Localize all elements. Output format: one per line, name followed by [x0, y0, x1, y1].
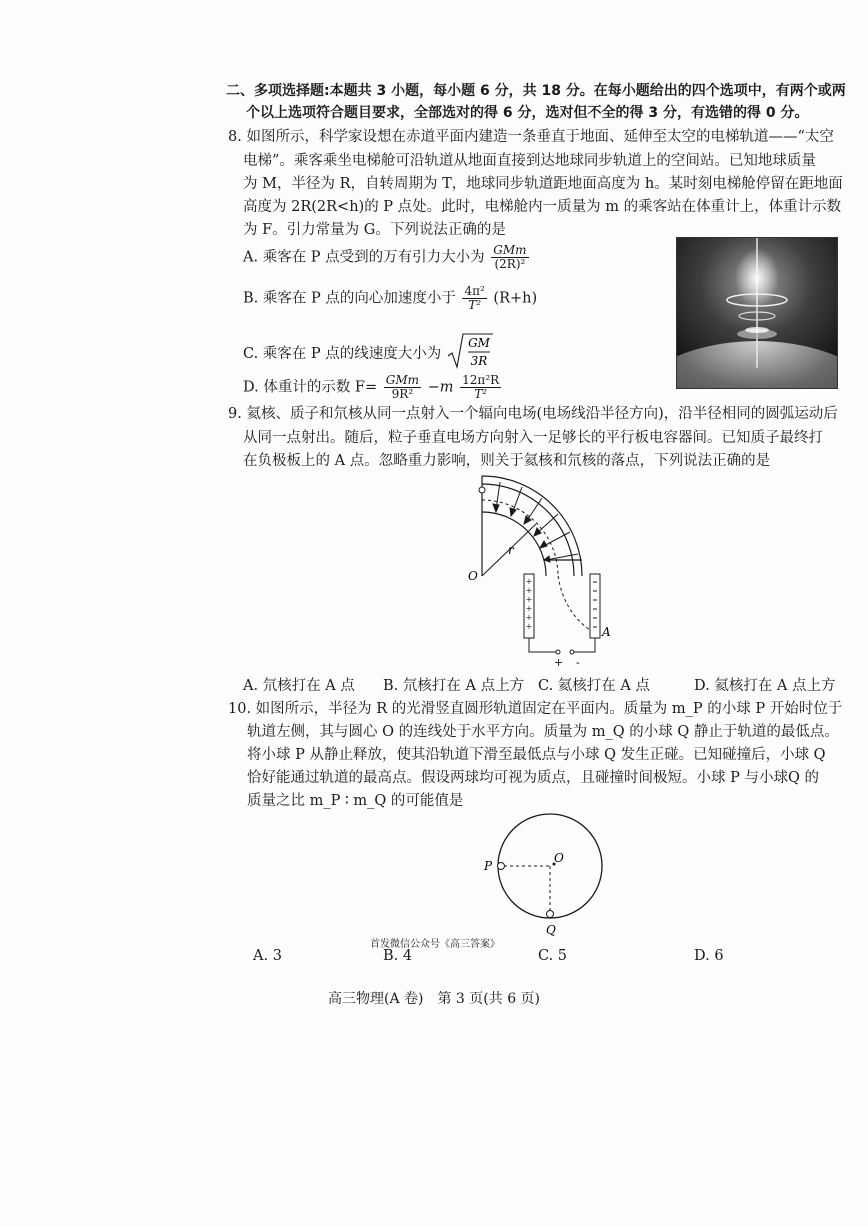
label-o: O — [554, 851, 564, 865]
fraction — [462, 285, 486, 312]
label-minus: - — [576, 656, 580, 669]
q10-option-a: A. 3 — [253, 948, 282, 964]
sqrt-denominator: 3R — [470, 354, 488, 368]
circular-track-diagram — [480, 812, 620, 940]
q8-option-b-text: B. 乘客在 P 点的向心加速度小于 — [243, 290, 456, 307]
svg-text:+: + — [525, 622, 533, 631]
q8-line: 8. 如图所示，科学家设想在赤道平面内建造一条垂直于地面、延伸至太空的电梯轨道——“太空 — [228, 129, 834, 145]
q10-option-c: C. 5 — [538, 948, 568, 964]
fraction — [384, 374, 421, 401]
svg-text:+: + — [525, 604, 533, 613]
svg-text:+: + — [525, 577, 533, 586]
q10-option-d: D. 6 — [694, 948, 724, 964]
label-p: P — [484, 859, 493, 873]
q8-option-c — [243, 332, 494, 376]
numerator: GMm — [385, 373, 420, 387]
q8-option-b-tail: (R+h) — [493, 290, 538, 307]
q10-line: 将小球 P 从静止释放，使其沿轨道下滑至最低点与小球 Q 发生正碰。已知碰撞后，小球 Q — [247, 747, 826, 763]
space-elevator-photo — [676, 237, 838, 389]
page-footer: 高三物理(A 卷) 第 3 页(共 6 页) — [327, 991, 541, 1007]
q10-option-b: B. 4 — [383, 948, 413, 964]
q8-option-d — [243, 374, 503, 401]
section-heading: 二、多项选择题:本题共 3 小题，每小题 6 分，共 18 分。在每小题给出的四个选项中，有两个或两 — [226, 83, 846, 99]
label-q: Q — [546, 923, 556, 937]
label-r: r — [508, 543, 514, 557]
fraction — [460, 374, 501, 401]
q8-line: 高度为 2R(2R<h)的 P 点处。此时，电梯舱内一质量为 m 的乘客站在体重计上，体重计示数 — [243, 199, 842, 215]
q8-option-d-mid: −m — [427, 379, 454, 396]
section-instructions: 个以上选项符合题目要求，全部选对的得 6 分，选对但不全的得 3 分，有选错的得 0 分。 — [246, 105, 809, 121]
q10-line: 轨道左侧，其与圆心 O 的连线处于水平方向。质量为 m_Q 的小球 Q 静止于轨道的最低点。 — [247, 724, 839, 740]
denominator: (2R)² — [494, 257, 526, 271]
numerator: GMm — [493, 243, 527, 257]
q9-line: 在负极板上的 A 点。忽略重力影响，则关于氦核和氘核的落点，下列说法正确的是 — [243, 453, 771, 469]
label-o: O — [468, 569, 478, 583]
q9-option-d: D. 氦核打在 A 点上方 — [694, 678, 836, 694]
sqrt-numerator: GM — [467, 336, 490, 350]
q10-line: 恰好能通过轨道的最高点。假设两球均可视为质点，且碰撞时间极短。小球 P 与小球Q 的 — [247, 770, 819, 786]
q8-option-c-text: C. 乘客在 P 点的线速度大小为 — [243, 346, 442, 362]
q8-option-a-text: A. 乘客在 P 点受到的万有引力大小为 — [243, 249, 485, 266]
q9-option-a: A. 氘核打在 A 点 — [243, 678, 355, 694]
numerator: 12π²R — [462, 373, 500, 387]
square-root — [446, 332, 494, 376]
q9-option-c: C. 氦核打在 A 点 — [538, 678, 650, 694]
q8-line: 电梯”。乘客乘坐电梯舱可沿轨道从地面直接到达地球同步轨道上的空间站。已知地球质量 — [243, 153, 816, 169]
svg-text:+: + — [525, 595, 533, 604]
q8-option-b — [243, 285, 537, 312]
q8-option-d-text: D. 体重计的示数 F= — [243, 379, 378, 396]
q9-line: 9. 氦核、质子和氘核从同一点射入一个辐向电场(电场线沿半径方向)，沿半径相同的圆弧运动后 — [228, 406, 838, 422]
q8-line: 为 M，半径为 R，自转周期为 T，地球同步轨道距地面高度为 h。某时刻电梯舱停留在距地面 — [243, 176, 843, 192]
svg-text:+: + — [525, 613, 533, 622]
q8-option-a — [243, 244, 531, 271]
label-plus: + — [554, 656, 564, 669]
svg-text:+: + — [525, 586, 533, 595]
denominator: T² — [468, 298, 482, 312]
q10-line: 10. 如图所示，半径为 R 的光滑竖直圆形轨道固定在平面内。质量为 m_P 的小球 P 开始时位于 — [228, 701, 843, 717]
watermark: 首发微信公众号《高三答案》 — [370, 939, 500, 950]
denominator: 9R² — [391, 387, 414, 401]
numerator: 4π² — [464, 284, 485, 298]
q8-line: 为 F。引力常量为 G。下列说法正确的是 — [243, 222, 506, 238]
label-a: A — [602, 625, 611, 639]
fraction — [491, 244, 528, 271]
q9-option-b: B. 氘核打在 A 点上方 — [383, 678, 525, 694]
sqrt-sign-icon — [446, 332, 494, 370]
q10-line: 质量之比 m_P ∶ m_Q 的可能值是 — [247, 793, 464, 809]
radial-field-diagram — [460, 472, 620, 672]
denominator: T² — [474, 387, 488, 401]
q9-line: 从同一点射出。随后，粒子垂直电场方向射入一足够长的平行板电容器间。已知质子最终打 — [243, 430, 823, 446]
